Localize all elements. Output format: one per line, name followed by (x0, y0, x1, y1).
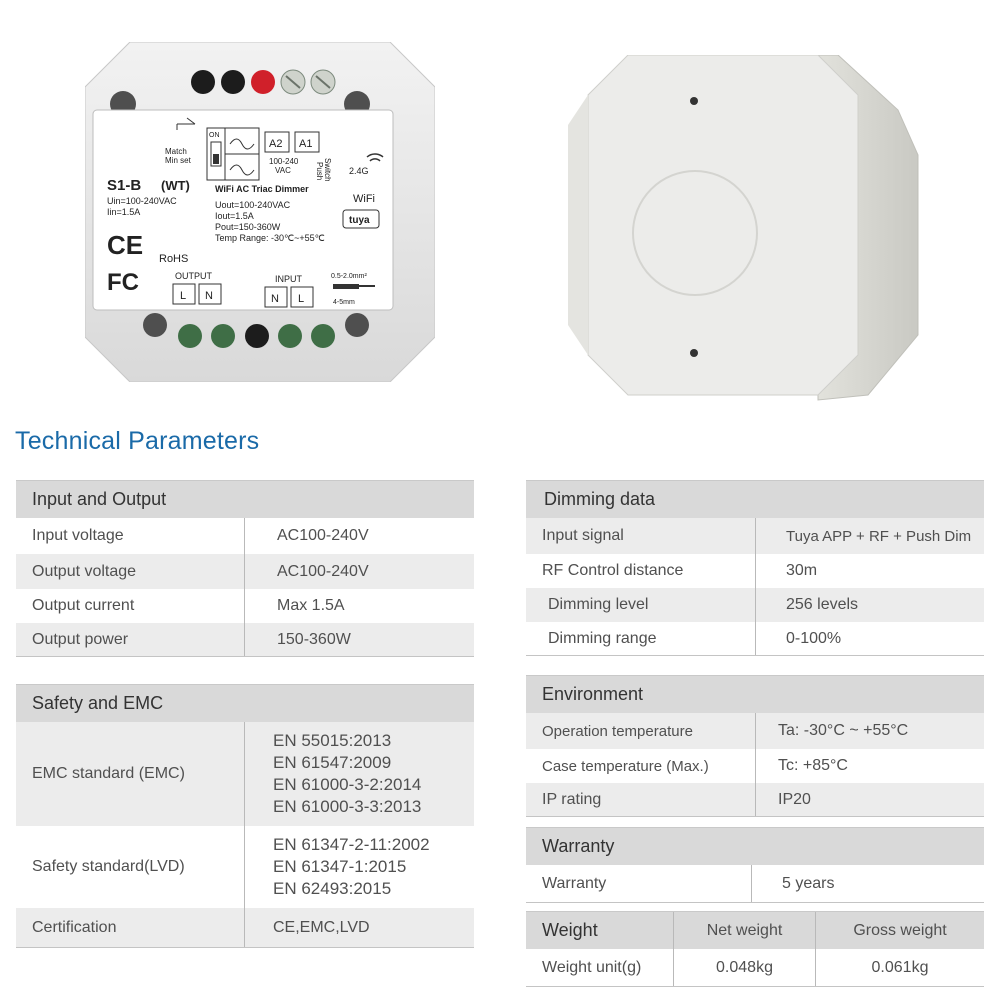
min-set-label: Min set (165, 156, 191, 165)
io-value: AC100-240V (277, 562, 369, 580)
wire-size-label: 0.5-2.0mm² (331, 273, 367, 280)
screw-hole-top (690, 97, 698, 105)
table-row (526, 713, 984, 749)
table-row (526, 554, 984, 588)
device-front-image (85, 42, 435, 382)
iin-label: Iin=1.5A (107, 207, 141, 217)
emc-value: EN 55015:2013 (273, 731, 392, 750)
model-label: S1-B (107, 177, 142, 194)
warranty-value: 5 years (782, 874, 835, 892)
io-label: Output current (16, 589, 245, 623)
output-l-label: L (180, 290, 187, 302)
table-row (16, 518, 474, 554)
mount-hole-bottom-left (143, 313, 167, 337)
dimming-table-header: Dimming data (526, 480, 984, 518)
band-label: 2.4G (349, 166, 369, 176)
weight-table (526, 911, 984, 987)
input-n-label: N (271, 293, 279, 305)
table-row (16, 908, 474, 948)
page-title: Technical Parameters (15, 427, 260, 455)
table-row (16, 826, 474, 908)
emc-values (245, 722, 474, 826)
table-row (526, 518, 984, 554)
lvd-value: EN 62493:2015 (273, 879, 392, 898)
weight-table-header: Weight (526, 912, 674, 949)
lvd-value: EN 61347-2-11:2002 (273, 835, 430, 854)
wire-strip-icon (333, 284, 359, 289)
terminal-red (251, 70, 275, 94)
model-variant: (WT) (161, 178, 190, 193)
output-n-label: N (205, 290, 213, 302)
screw-hole-bottom (690, 349, 698, 357)
environment-label: Operation temperature (526, 713, 756, 749)
dimming-label: Dimming level (526, 588, 756, 622)
table-row (16, 623, 474, 657)
net-weight-value: 0.048kg (674, 949, 816, 986)
io-value: 150-360W (277, 630, 351, 648)
a1-label: A1 (299, 138, 313, 150)
device-back-image (568, 55, 928, 405)
table-row (526, 949, 984, 987)
temp-range-label: Temp Range: -30℃~+55℃ (215, 233, 325, 243)
terminal-green-2 (211, 324, 235, 348)
environment-label: Case temperature (Max.) (526, 749, 756, 783)
terminal-black-3 (245, 324, 269, 348)
rohs-label: RoHS (159, 253, 189, 265)
io-label: Output power (16, 623, 245, 656)
input-l-label: L (298, 293, 305, 305)
dimming-table (526, 480, 984, 656)
switch-label: Switch (323, 158, 332, 182)
io-table (16, 480, 474, 657)
environment-value: Ta: -30°C ~ +55°C (778, 722, 909, 739)
emc-value: EN 61547:2009 (273, 753, 392, 772)
gross-weight-value: 0.061kg (871, 958, 929, 976)
uin-label: Uin=100-240VAC (107, 196, 177, 206)
environment-label: IP rating (526, 783, 756, 816)
cert-value: CE,EMC,LVD (273, 918, 370, 936)
voltage-label-1: 100-240 (269, 157, 299, 166)
dimming-value: 0-100% (786, 629, 842, 647)
terminal-green-1 (178, 324, 202, 348)
environment-table (526, 675, 984, 817)
emc-value: EN 61000-3-3:2013 (273, 797, 422, 816)
on-label: ON (209, 132, 220, 139)
table-row (16, 554, 474, 589)
terminal-green-4 (311, 324, 335, 348)
ce-mark: CE (107, 230, 144, 260)
environment-table-header: Environment (526, 675, 984, 713)
lvd-value: EN 61347-1:2015 (273, 857, 407, 876)
wifi-label: WiFi (353, 193, 375, 205)
terminal-green-3 (278, 324, 302, 348)
lvd-label: Safety standard(LVD) (16, 826, 245, 908)
uout-label: Uout=100-240VAC (215, 200, 291, 210)
warranty-table-header: Warranty (526, 827, 984, 865)
terminal-black-2 (221, 70, 245, 94)
tuya-label: tuya (349, 215, 370, 226)
input-label: INPUT (275, 274, 302, 284)
table-row (16, 589, 474, 623)
table-row (526, 783, 984, 817)
pout-label: Pout=150-360W (215, 222, 281, 232)
warranty-table (526, 827, 984, 903)
safety-table-header: Safety and EMC (16, 684, 474, 722)
emc-label: EMC standard (EMC) (16, 722, 245, 826)
dimming-value: 256 levels (786, 596, 859, 613)
a2-label: A2 (269, 138, 283, 150)
dimming-label: Input signal (526, 518, 756, 554)
table-row (526, 622, 984, 656)
io-label: Output voltage (16, 554, 245, 589)
table-row (526, 588, 984, 622)
output-label: OUTPUT (175, 271, 212, 281)
gross-weight-label: Gross weight (853, 921, 947, 939)
table-row (526, 749, 984, 783)
mount-hole-bottom-right (345, 313, 369, 337)
lvd-values (245, 826, 474, 908)
weight-unit-label: Weight unit(g) (526, 949, 674, 986)
io-table-header: Input and Output (16, 480, 474, 518)
environment-value: IP20 (778, 790, 811, 808)
safety-table (16, 684, 474, 948)
warranty-label: Warranty (526, 865, 752, 902)
strip-length-label: 4-5mm (333, 299, 355, 306)
io-value: AC100-240V (277, 527, 369, 544)
voltage-label-2: VAC (275, 166, 291, 175)
dimming-value: 30m (786, 562, 818, 579)
product-name-label: WiFi AC Triac Dimmer (215, 184, 309, 194)
net-weight-label: Net weight (674, 912, 816, 949)
fc-mark: FC (107, 269, 139, 296)
iout-label: Iout=1.5A (215, 211, 254, 221)
push-label: Push (315, 162, 324, 181)
io-value: Max 1.5A (277, 597, 345, 614)
io-label: Input voltage (16, 518, 245, 554)
cert-label: Certification (16, 908, 245, 947)
dimming-label: Dimming range (526, 622, 756, 655)
match-label: Match (165, 147, 187, 156)
terminal-black-1 (191, 70, 215, 94)
environment-value: Tc: +85°C (778, 757, 848, 774)
dimming-value: Tuya APP + RF + Push Dim (786, 527, 972, 545)
dimming-label: RF Control distance (526, 554, 756, 588)
table-row (526, 865, 984, 903)
table-row (16, 722, 474, 826)
weight-header-row (526, 911, 984, 949)
emc-value: EN 61000-3-2:2014 (273, 775, 422, 794)
